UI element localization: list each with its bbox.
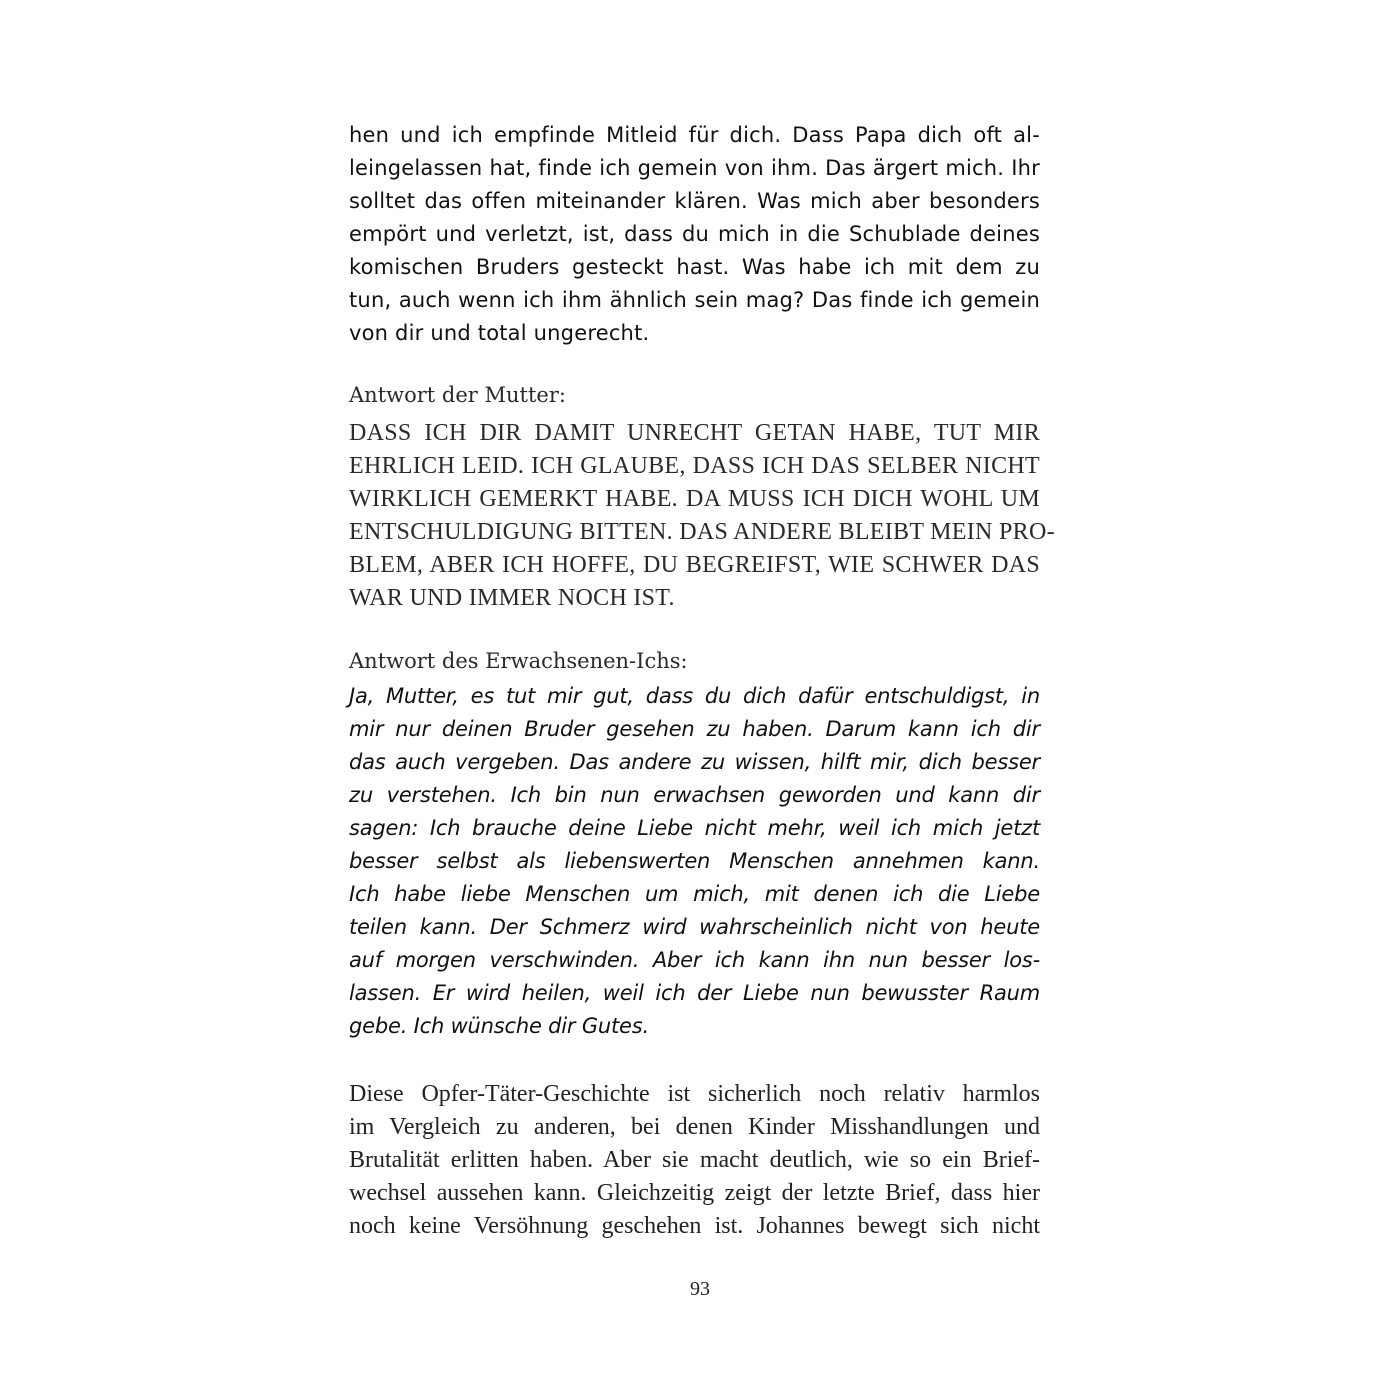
adult-reply-line: Ich habe liebe Menschen um mich, mit denen ich die Liebe <box>349 882 1040 906</box>
mother-reply-line: EHRLICH LEID. ICH GLAUBE, DASS ICH DAS SELBER NICHT <box>349 453 1040 479</box>
mother-reply-heading: Antwort der Mutter: <box>349 383 566 407</box>
adult-reply-heading: Antwort des Erwachsenen-Ichs: <box>349 649 688 673</box>
body-line: wechsel aussehen kann. Gleichzeitig zeigt der letzte Brief, dass hier <box>349 1180 1040 1206</box>
adult-reply-line: mir nur deinen Bruder gesehen zu haben. Darum kann ich dir <box>349 717 1040 741</box>
mother-reply-line: DASS ICH DIR DAMIT UNRECHT GETAN HABE, TUT MIR <box>349 420 1040 446</box>
adult-reply-line: auf morgen verschwinden. Aber ich kann ihn nun besser los- <box>349 948 1040 972</box>
child-letter-line: empört und verletzt, ist, dass du mich in die Schublade deines <box>349 222 1040 246</box>
child-letter-line: von dir und total ungerecht. <box>349 321 650 345</box>
mother-reply <box>349 417 1055 615</box>
mother-reply-line: WAR UND IMMER NOCH IST. <box>349 585 675 611</box>
body-line: im Vergleich zu anderen, bei denen Kinder Misshandlungen und <box>349 1114 1040 1140</box>
child-letter <box>349 119 1040 350</box>
adult-reply-line: gebe. Ich wünsche dir Gutes. <box>349 1014 649 1038</box>
child-letter-line: solltet das offen miteinander klären. Was mich aber besonders <box>349 189 1040 213</box>
adult-reply-line: lassen. Er wird heilen, weil ich der Liebe nun bewusster Raum <box>349 981 1040 1005</box>
body-line: noch keine Versöhnung geschehen ist. Johannes bewegt sich nicht <box>349 1213 1040 1239</box>
mother-reply-line: ENTSCHULDIGUNG BITTEN. DAS ANDERE BLEIBT MEIN PRO- <box>349 519 1055 545</box>
adult-reply-line: teilen kann. Der Schmerz wird wahrscheinlich nicht von heute <box>349 915 1040 939</box>
body-paragraph <box>349 1078 1040 1243</box>
body-line: Diese Opfer-Täter-Geschichte ist sicherlich noch relativ harmlos <box>349 1081 1040 1107</box>
child-letter-line: komischen Bruders gesteckt hast. Was habe ich mit dem zu <box>349 255 1040 279</box>
child-letter-line: hen und ich empfinde Mitleid für dich. Dass Papa dich oft al- <box>349 123 1040 147</box>
adult-reply-line: sagen: Ich brauche deine Liebe nicht mehr, weil ich mich jetzt <box>349 816 1040 840</box>
adult-reply-line: Ja, Mutter, es tut mir gut, dass du dich dafür entschuldigst, in <box>349 684 1040 708</box>
mother-reply-line: WIRKLICH GEMERKT HABE. DA MUSS ICH DICH WOHL UM <box>349 486 1040 512</box>
page-number: 93 <box>690 1278 710 1300</box>
adult-reply-line: das auch vergeben. Das andere zu wissen, hilft mir, dich besser <box>349 750 1040 774</box>
child-letter-line: tun, auch wenn ich ihm ähnlich sein mag? Das finde ich gemein <box>349 288 1040 312</box>
child-letter-line: leingelassen hat, finde ich gemein von ihm. Das ärgert mich. Ihr <box>349 156 1040 180</box>
adult-reply-line: zu verstehen. Ich bin nun erwachsen geworden und kann dir <box>349 783 1040 807</box>
adult-reply <box>349 680 1040 1043</box>
body-line: Brutalität erlitten haben. Aber sie macht deutlich, wie so ein Brief- <box>349 1147 1040 1173</box>
mother-reply-line: BLEM, ABER ICH HOFFE, DU BEGREIFST, WIE SCHWER DAS <box>349 552 1040 578</box>
adult-reply-line: besser selbst als liebenswerten Menschen annehmen kann. <box>349 849 1040 873</box>
